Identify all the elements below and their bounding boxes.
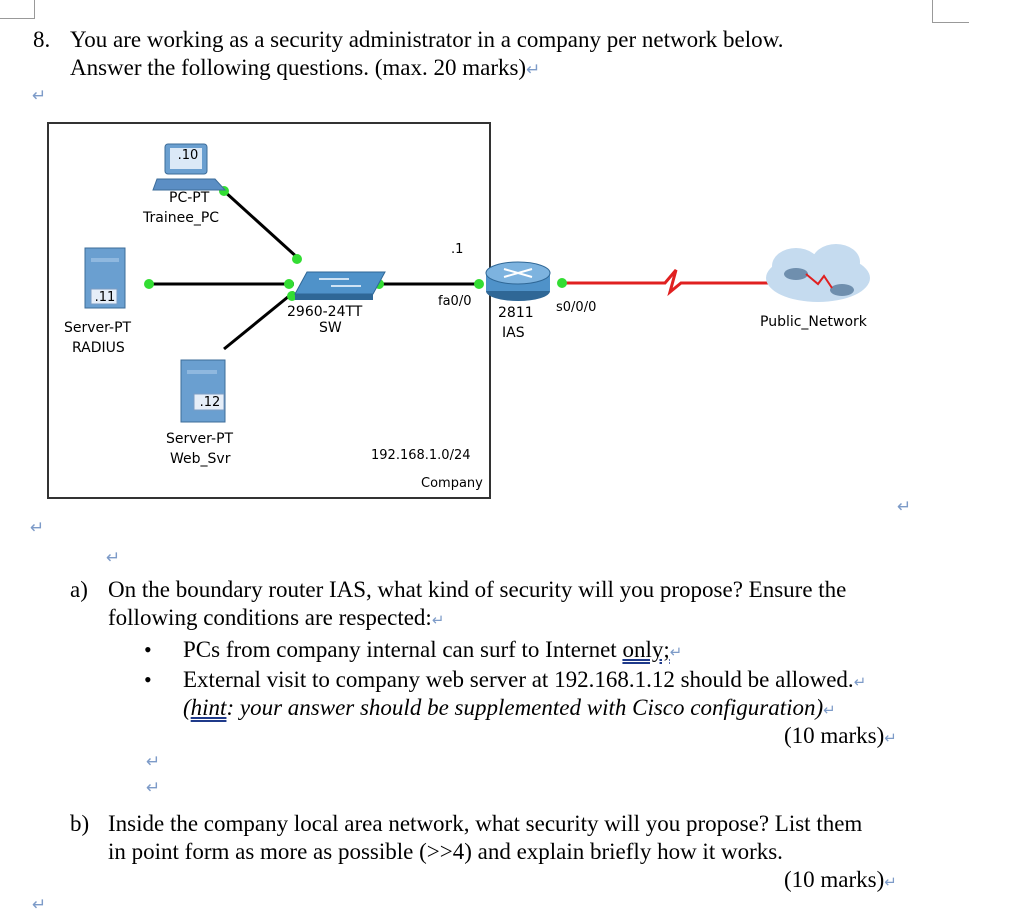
serial-link bbox=[560, 270, 780, 292]
paragraph-mark: ↵ bbox=[32, 895, 47, 915]
part-a-hint: (hint: your answer should be supplemented with Cisco configuration)↵ bbox=[183, 695, 836, 720]
web-ip-label: .12 bbox=[199, 395, 221, 410]
diagram-links bbox=[49, 124, 493, 501]
radius-ip-label: .11 bbox=[94, 290, 116, 305]
link-pc-switch bbox=[224, 191, 299, 259]
part-b-label: b) bbox=[70, 811, 90, 836]
web-name-label: Web_Svr bbox=[170, 451, 231, 467]
web-server-icon bbox=[181, 360, 225, 422]
bullet-dot: • bbox=[144, 667, 152, 692]
router-outside-interface-label: s0/0/0 bbox=[556, 300, 597, 315]
part-b-line-1: Inside the company local area network, what security will you propose? List them bbox=[108, 811, 863, 836]
paragraph-mark: ↵ bbox=[32, 86, 47, 106]
zone-label: Company bbox=[421, 476, 483, 491]
part-a-line-1: On the boundary router IAS, what kind of security will you propose? Ensure the bbox=[108, 577, 847, 602]
part-a-bullet-1: PCs from company internal can surf to Internet only;↵ bbox=[183, 637, 683, 662]
question-line-2: Answer the following questions. (max. 20 marks)↵ bbox=[70, 55, 541, 80]
paragraph-mark: ↵ bbox=[30, 518, 45, 538]
network-diagram bbox=[47, 122, 491, 499]
bullet-dot: • bbox=[144, 637, 152, 662]
pc-ip-label: .10 bbox=[177, 148, 199, 163]
part-a-label: a) bbox=[70, 577, 88, 602]
port-indicator bbox=[474, 279, 484, 289]
question-number: 8. bbox=[33, 27, 51, 52]
radius-name-label: RADIUS bbox=[72, 340, 125, 356]
port-indicator bbox=[557, 278, 567, 288]
page-corner-mark-left bbox=[0, 0, 35, 19]
paragraph-mark: ↵ bbox=[897, 497, 912, 517]
port-indicator bbox=[284, 279, 294, 289]
switch-icon bbox=[295, 272, 385, 300]
part-a-line-2: following conditions are respected:↵ bbox=[108, 605, 445, 630]
radius-type-label: Server-PT bbox=[64, 320, 132, 336]
router-model-label: 2811 bbox=[498, 305, 534, 321]
router-icon bbox=[486, 262, 550, 301]
part-b-marks: (10 marks)↵ bbox=[784, 867, 897, 892]
page-corner-mark-right bbox=[932, 0, 969, 23]
cloud-name-label: Public_Network bbox=[760, 314, 867, 330]
cloud-icon bbox=[766, 244, 870, 302]
paragraph-mark: ↵ bbox=[526, 60, 541, 80]
link-web-switch bbox=[224, 292, 294, 349]
part-a-marks: (10 marks)↵ bbox=[784, 723, 897, 748]
router-name-label: IAS bbox=[502, 325, 525, 341]
pc-type-label: PC-PT bbox=[169, 190, 210, 206]
switch-model-label: 2960-24TT bbox=[287, 304, 363, 320]
switch-name-label: SW bbox=[319, 320, 342, 336]
port-indicator bbox=[144, 279, 154, 289]
question-line-1: You are working as a security administrator in a company per network below. bbox=[70, 27, 784, 52]
port-indicator bbox=[292, 254, 302, 264]
router-inside-interface-label: fa0/0 bbox=[438, 294, 472, 309]
pc-name-label: Trainee_PC bbox=[143, 210, 220, 226]
paragraph-mark: ↵ bbox=[146, 752, 161, 772]
paragraph-mark: ↵ bbox=[146, 778, 161, 798]
web-type-label: Server-PT bbox=[166, 431, 234, 447]
paragraph-mark: ↵ bbox=[106, 548, 121, 568]
part-a-bullet-2: External visit to company web server at 192.168.1.12 should be allowed.↵ bbox=[183, 667, 867, 692]
subnet-label: 192.168.1.0/24 bbox=[371, 448, 471, 463]
part-b-line-2: in point form as more as possible (>>4) and explain briefly how it works. bbox=[108, 839, 783, 864]
router-ip-label: .1 bbox=[451, 242, 464, 257]
